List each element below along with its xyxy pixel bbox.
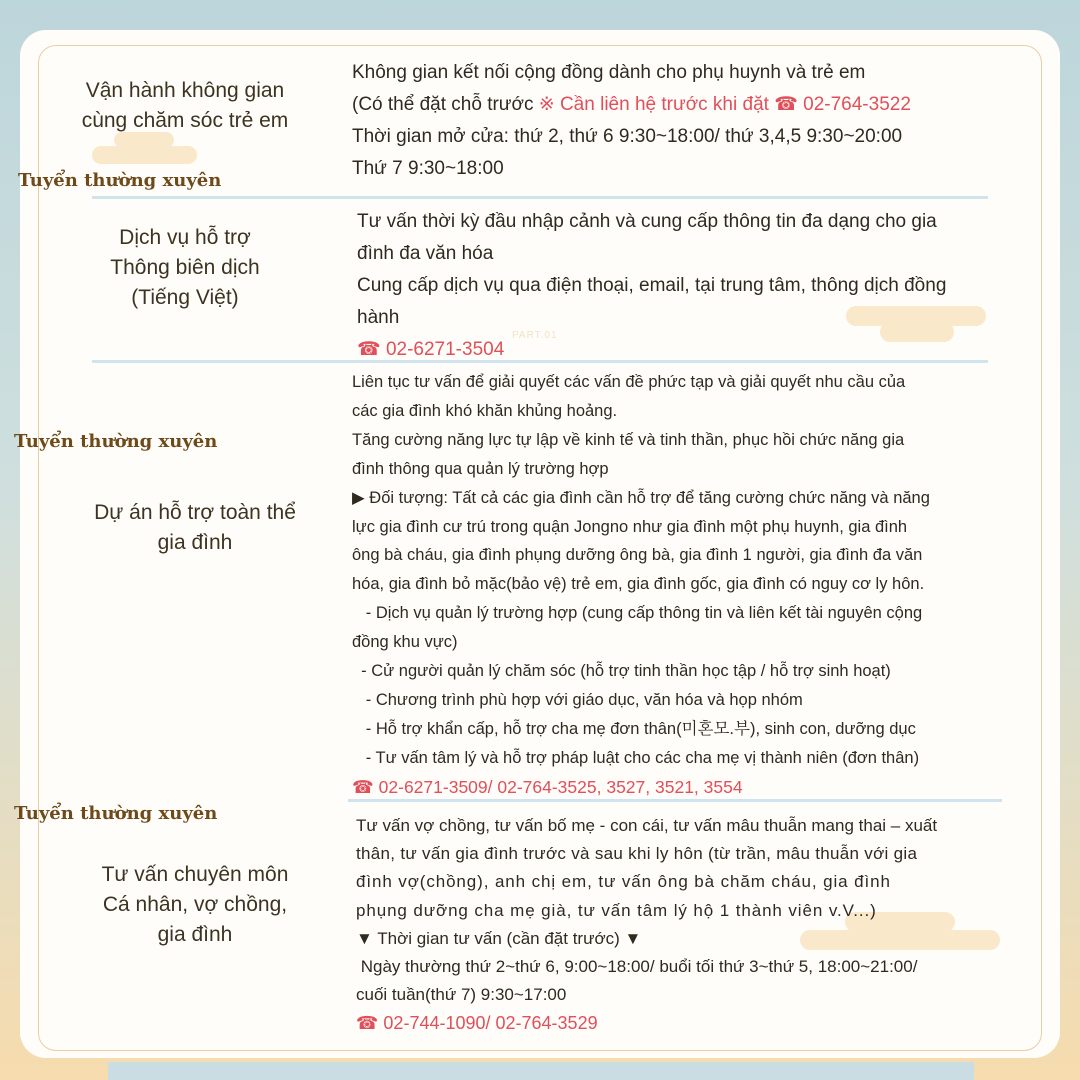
desc-line: cuối tuần(thứ 7) 9:30~17:00 [356,985,567,1005]
desc-line: - Hỗ trợ khẩn cấp, hỗ trợ cha mẹ đơn thân(미혼모.부), sinh con, dưỡng dục [352,719,916,738]
section-divider [92,196,988,199]
section-desc-counseling [356,812,1016,1038]
section-desc-childcare-space [352,57,1012,185]
label-line: cùng chăm sóc trẻ em [81,109,289,132]
desc-line: đình thông qua quản lý trường hợp [352,459,609,478]
label-line: Vận hành không gian [85,79,285,102]
reservation-note: ※ Cần liên hệ trước khi đặt ☎ 02-764-3522 [538,94,911,115]
desc-line: Ngày thường thứ 2~thứ 6, 9:00~18:00/ buổi tối thứ 3~thứ 5, 18:00~21:00/ [356,957,918,977]
ghost-watermark: PART.01 [512,330,558,341]
section-label-counseling [55,860,335,950]
desc-line: các gia đình khó khăn khủng hoảng. [352,401,618,420]
label-line: Tư vấn chuyên môn [101,863,289,886]
desc-line: - Tư vấn tâm lý và hỗ trợ pháp luật cho các cha mẹ vị thành niên (đơn thân) [352,748,920,767]
desc-line: ▼ Thời gian tư vấn (cần đặt trước) ▼ [356,928,642,948]
section-label-childcare-space [55,76,315,136]
desc-line: hóa, gia đình bỏ mặc(bảo vệ) trẻ em, gia đình gốc, gia đình có nguy cơ ly hôn. [352,575,925,594]
phone-number: ☎ 02-744-1090/ 02-764-3529 [356,1013,598,1034]
recruit-tag: Tuyển thường xuyên [14,431,218,452]
desc-line: - Chương trình phù hợp với giáo dục, văn hóa và họp nhóm [352,690,803,709]
label-line: (Tiếng Việt) [131,286,239,309]
desc-line: Thứ 7 9:30~18:00 [352,158,504,179]
desc-line: Không gian kết nối cộng đồng dành cho phụ huynh và trẻ em [352,62,866,83]
desc-line: hành [357,307,400,328]
bottom-strip [108,1062,974,1080]
phone-number: ☎ 02-6271-3504 [357,339,505,360]
label-line: gia đình [157,923,233,946]
desc-line: đồng khu vực) [352,633,458,652]
recruit-tag: Tuyển thường xuyên [18,170,222,191]
label-line: Dịch vụ hỗ trợ [119,226,251,249]
desc-line: Tăng cường năng lực tự lập về kinh tế và tinh thần, phục hồi chức năng gia [352,430,905,449]
desc-line: ông bà cháu, gia đình phụng dưỡng ông bà, gia đình 1 người, gia đình đa văn [352,546,923,565]
desc-line: Cung cấp dịch vụ qua điện thoại, email, tại trung tâm, thông dịch đồng [357,275,947,296]
desc-line: Thời gian mở cửa: thứ 2, thứ 6 9:30~18:00/ thứ 3,4,5 9:30~20:00 [352,126,903,147]
desc-line: lực gia đình cư trú trong quận Jongno như gia đình một phụ huynh, gia đình [352,517,908,536]
desc-line: đình đa văn hóa [357,243,494,264]
desc-line: ▶ Đối tượng: Tất cả các gia đình cần hỗ trợ để tăng cường chức năng và năng [352,488,930,507]
section-label-interpretation [55,223,315,313]
section-desc-interpretation [357,206,1007,366]
desc-line: Liên tục tư vấn để giải quyết các vấn đề phức tạp và giải quyết nhu cầu của [352,373,906,391]
section-desc-family-support [352,368,1012,802]
label-line: gia đình [157,531,233,554]
desc-line: đình vợ(chồng), anh chị em, tư vấn ông bà chăm cháu, gia đình [356,872,891,892]
desc-line: Tư vấn thời kỳ đầu nhập cảnh và cung cấp thông tin đa dạng cho gia [357,211,937,232]
recruit-tag: Tuyển thường xuyên [14,803,218,824]
desc-line: thân, tư vấn gia đình trước và sau khi ly hôn (từ trần, mâu thuẫn với gia [356,844,918,864]
cloud-decoration [92,146,197,164]
label-line: Thông biên dịch [110,256,260,279]
desc-line: (Có thể đặt chỗ trước [352,94,539,115]
desc-line: - Dịch vụ quản lý trường hợp (cung cấp thông tin và liên kết tài nguyên cộng [352,604,923,623]
section-label-family-support [55,498,335,558]
label-line: Dự án hỗ trợ toàn thể [94,501,296,524]
phone-number: ☎ 02-6271-3509/ 02-764-3525, 3527, 3521, 3554 [352,776,743,797]
desc-line: Tư vấn vợ chồng, tư vấn bố mẹ - con cái, tư vấn mâu thuẫn mang thai – xuất [356,816,938,835]
label-line: Cá nhân, vợ chồng, [102,893,288,916]
desc-line: - Cử người quản lý chăm sóc (hỗ trợ tinh thần học tập / hỗ trợ sinh hoạt) [352,662,891,681]
desc-line: phụng dưỡng cha mẹ già, tư vấn tâm lý hộ 1 thành viên v.V...) [356,900,877,920]
